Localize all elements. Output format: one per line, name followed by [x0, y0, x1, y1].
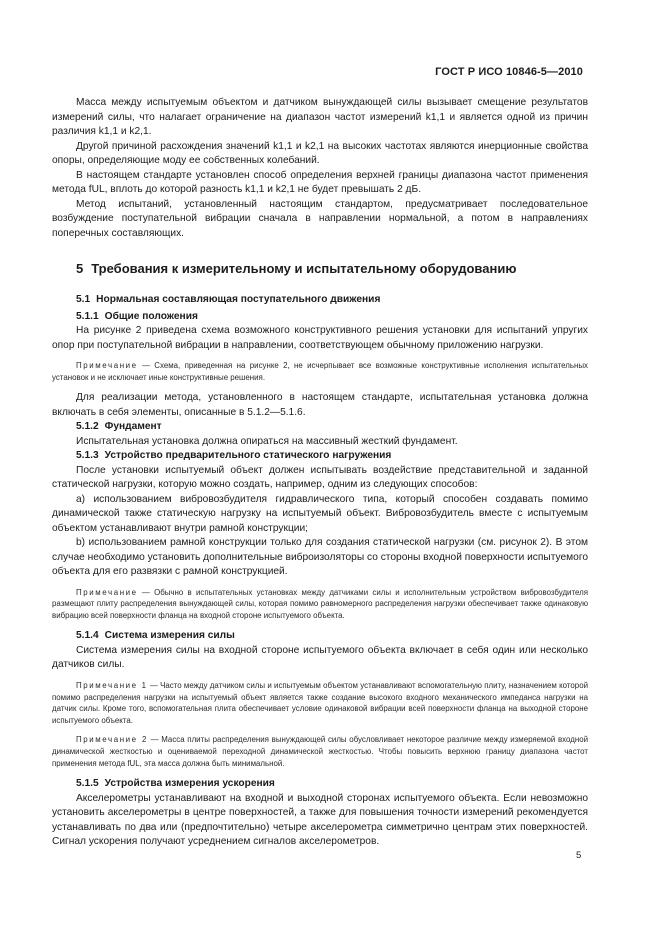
- subsection-5-1-heading: 5.1 Нормальная составляющая поступательного движения: [76, 294, 381, 305]
- paragraph-5-1-1-b: Для реализации метода, установленного в настоящем стандарте, испытательная установка должна включать в себя элементы, описанные в 5.1.2—5.1.6.: [52, 392, 588, 418]
- list-item-b: b) использованием рамной конструкции только для создания статической нагрузки (см. рисунок 2). В этом случае необходимо установить дополнительные виброизоляторы со стороны входной поверхности испытуемого объекта для его развязки с рамной конструкцией.: [52, 537, 588, 578]
- subsection-5-1-2-heading: 5.1.2 Фундамент: [76, 421, 162, 433]
- note-5-1-1: Примечание — Схема, приведенная на рисунке 2, не исчерпывает все возможные конструктивные исполнения испытательных установок и не исключает иные конструктивные решения.: [52, 361, 588, 382]
- paragraph-5-1-1: На рисунке 2 приведена схема возможного конструктивного решения установки для испытаний упругих опор при поступательной вибрации в направлении, соответствующем обычному приложению нагрузки.: [52, 325, 588, 351]
- subsection-5-1-3-heading: 5.1.3 Устройство предварительного статического нагружения: [76, 450, 392, 462]
- page-number: 5: [576, 850, 582, 861]
- paragraph-5-1-3: После установки испытуемый объект должен испытывать воздействие представительной и заданной статической нагрузки, которую можно создать, например, одним из следующих способов:: [52, 464, 588, 491]
- page-body: [52, 96, 588, 850]
- document-header: ГОСТ Р ИСО 10846-5—2010: [435, 66, 583, 78]
- paragraph-5-1-2: Испытательная установка должна опираться на массивный жесткий фундамент.: [76, 435, 458, 447]
- section-5-heading: [76, 261, 588, 277]
- paragraph-5-1-4: Система измерения силы на входной стороне испытуемого объекта включает в себя один или несколько датчиков силы.: [52, 644, 588, 671]
- intro-paragraph-3: В настоящем стандарте установлен способ определения верхней границы диапазона частот применения метода fUL, вплоть до которой разность k1,1 и k2,1 не будет превышать 2 дБ.: [52, 169, 588, 195]
- subsection-5-1-5-heading: 5.1.5 Устройства измерения ускорения: [76, 778, 275, 790]
- section-number: 5: [76, 261, 84, 276]
- note-5-1-4-2: Примечание 2 — Масса плиты распределения вынуждающей силы обусловливает некоторое различие между измеряемой входной динамической жесткостью и оцениваемой переходной динамической жесткостью. Чтобы повысить верхнюю границу диапазона частот применения метода fUL, эта масса должна быть минимальной.: [52, 735, 588, 768]
- intro-paragraph-4: Метод испытаний, установленный настоящим стандартом, предусматривает последовательное возбуждение поступательной вибрации сначала в направлении нормальной, а потом в направлениях поперечных составляющих.: [52, 198, 588, 239]
- note-5-1-3: Примечание — Обычно в испытательных установках между датчиками силы и исполнительным устройством вибровозбудителя размещают плиту распределения вынуждающей силы, которая помимо равномерного распределения нагрузки обеспечивает также одинаковую вибрацию всей поверхности фланца на входной стороне испытуемого объекта.: [52, 587, 588, 620]
- subsection-5-1-1-heading: 5.1.1 Общие положения: [76, 310, 198, 322]
- intro-paragraph-2: Другой причиной расхождения значений k1,1 и k2,1 на высоких частотах являются инерционные свойства опоры, определяющие моду ее собственных колебаний.: [52, 140, 588, 166]
- section-title: Требования к измерительному и испытательному оборудованию: [91, 261, 517, 276]
- list-item-a: а) использованием вибровозбудителя гидравлического типа, который способен создавать помимо динамической также статическую нагрузку на испытуемый объект. Вибровозбудитель вместе с испытуемым объектом устанавливают внутри рамной конструкции;: [52, 493, 588, 534]
- intro-paragraph-1: Масса между испытуемым объектом и датчиком вынуждающей силы вызывает смещение результатов измерений силы, что налагает ограничение на диапазон частот измерений k1,1 и является одной из причин различия k1,1 и k2,1.: [52, 97, 588, 137]
- subsection-5-1-4-heading: 5.1.4 Система измерения силы: [76, 630, 235, 642]
- paragraph-5-1-5: Акселерометры устанавливают на входной и выходной сторонах испытуемого объекта. Если невозможно установить акселерометры в центре поверхностей, а также для повышения точности измерений рекомендуется устанавливать по два или (предпочтительно) четыре акселерометра симметрично центрам этих поверхностей. Сигнал ускорения получают усреднением сигналов акселерометров.: [52, 792, 588, 848]
- note-5-1-4-1: Примечание 1 — Часто между датчиком силы и испытуемым объектом устанавливают вспомогательную плиту, назначением которой помимо распределения нагрузки на испытуемый объект является также создание высокого входного механического импеданса нагрузки на датчик силы. Кроме того, вспомогательная плита обеспечивает условие одинаковой вибрации всей поверхности фланца на выходной стороне испытуемого объекта.: [52, 680, 588, 725]
